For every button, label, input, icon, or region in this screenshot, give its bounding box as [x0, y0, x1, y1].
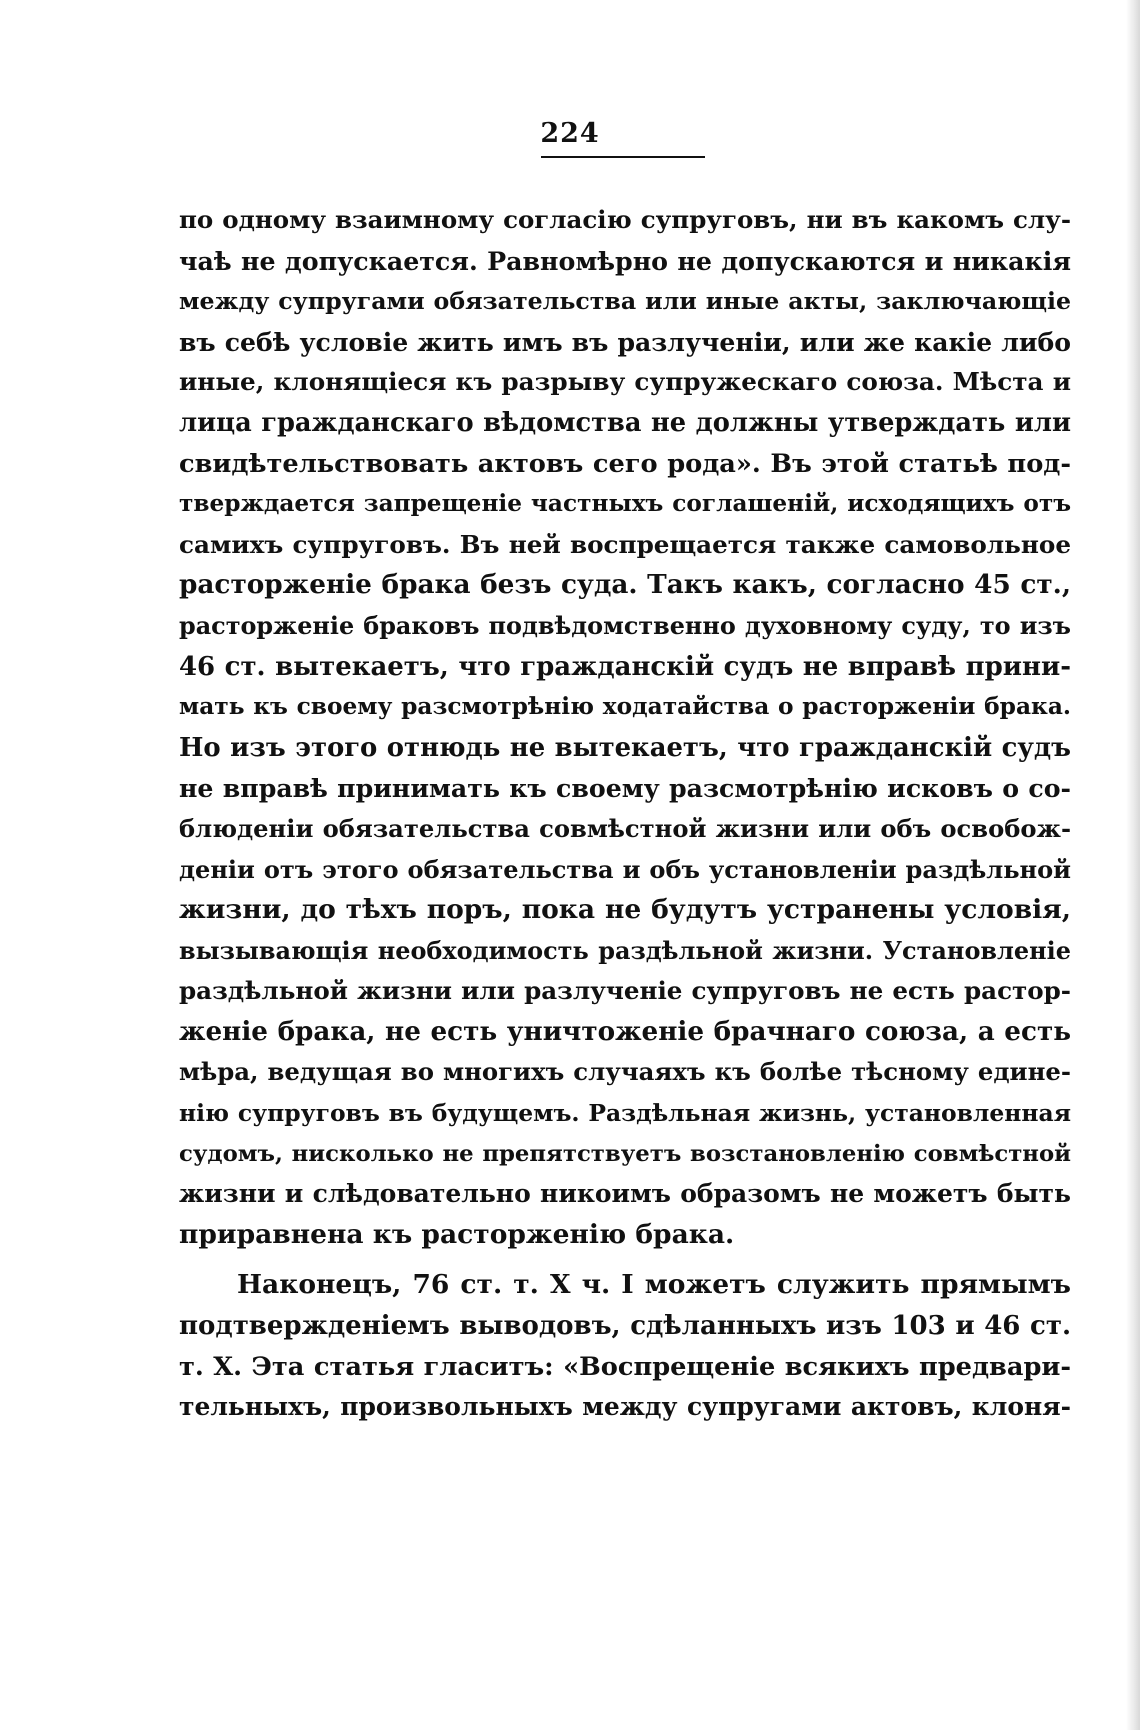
text-line: иные, клонящіеся къ разрыву супружескаго союза. Мѣста и [179, 367, 1071, 397]
text-line: Но изъ этого отнюдь не вытекаетъ, что гражданскій судъ [179, 732, 1071, 763]
text-line: расторженіе браковъ подвѣдомственно духовному суду, то изъ [179, 611, 1071, 640]
text-line: подтвержденіемъ выводовъ, сдѣланныхъ изъ 103 и 46 ст. [179, 1311, 1071, 1342]
text-line: приравнена къ расторженію брака. [179, 1218, 735, 1250]
text-line: мать къ своему разсмотрѣнію ходатайства о расторженіи брака. [179, 693, 1071, 721]
paragraph-1 [179, 200, 1071, 1255]
text-line: не вправѣ принимать къ своему разсмотрѣнію исковъ о со- [179, 773, 1071, 804]
text-line: свидѣтельствовать актовъ сего рода». Въ этой статьѣ под- [179, 448, 1071, 479]
text-line: раздѣльной жизни или разлученіе супруговъ не есть растор- [179, 976, 1071, 1006]
text-line: деніи отъ этого обязательства и объ установленіи раздѣльной [179, 854, 1071, 884]
text-line: 46 ст. вытекаетъ, что гражданскій судъ не вправѣ прини- [179, 651, 1071, 682]
text-line: тельныхъ, произвольныхъ между супругами актовъ, клоня- [179, 1392, 1071, 1422]
text-line: лица гражданскаго вѣдомства не должны утверждать или [179, 407, 1071, 438]
text-line: Наконецъ, 76 ст. т. X ч. I можетъ служить прямымъ [237, 1269, 1071, 1301]
body-text [179, 200, 1071, 1428]
text-line: нію супруговъ въ будущемъ. Раздѣльная жизнь, установленная [179, 1099, 1071, 1128]
text-line: мѣра, ведущая во многихъ случаяхъ къ болѣе тѣсному едине- [179, 1057, 1071, 1087]
text-line: жизни и слѣдовательно никоимъ образомъ не можетъ быть [179, 1179, 1071, 1209]
text-line: между супругами обязательства или иные акты, заключающіе [179, 287, 1071, 316]
text-line: вызывающія необходимость раздѣльной жизни. Установленіе [179, 936, 1071, 965]
page-number: 224 [540, 118, 600, 149]
text-line: расторженіе брака безъ суда. Такъ какъ, согласно 45 ст., [179, 569, 1071, 601]
page-number-rule [541, 156, 705, 158]
text-line: судомъ, нисколько не препятствуетъ возстановленію совмѣстной [179, 1140, 1071, 1167]
text-line: по одному взаимному согласію супруговъ, ни въ какомъ слу- [179, 205, 1071, 234]
paragraph-2 [179, 1265, 1071, 1427]
page-edge-shadow [1126, 0, 1140, 1730]
text-line: чаѣ не допускается. Равномѣрно не допускаются и никакія [179, 245, 1071, 276]
text-line: тверждается запрещеніе частныхъ соглашеній, исходящихъ отъ [179, 490, 1071, 518]
text-line: женіе брака, не есть уничтоженіе брачнаго союза, а есть [179, 1015, 1071, 1047]
paragraph-gap [179, 1255, 1071, 1265]
text-line: жизни, до тѣхъ поръ, пока не будутъ устранены условія, [179, 894, 1071, 926]
text-line: самихъ супруговъ. Въ ней воспрещается также самовольное [179, 529, 1071, 559]
text-line: т. X. Эта статья гласитъ: «Воспрещеніе всякихъ предвари- [179, 1351, 1071, 1382]
text-line: блюденіи обязательства совмѣстной жизни или объ освобож- [179, 813, 1071, 843]
text-line: въ себѣ условіе жить имъ въ разлученіи, или же какіе либо [179, 326, 1071, 357]
